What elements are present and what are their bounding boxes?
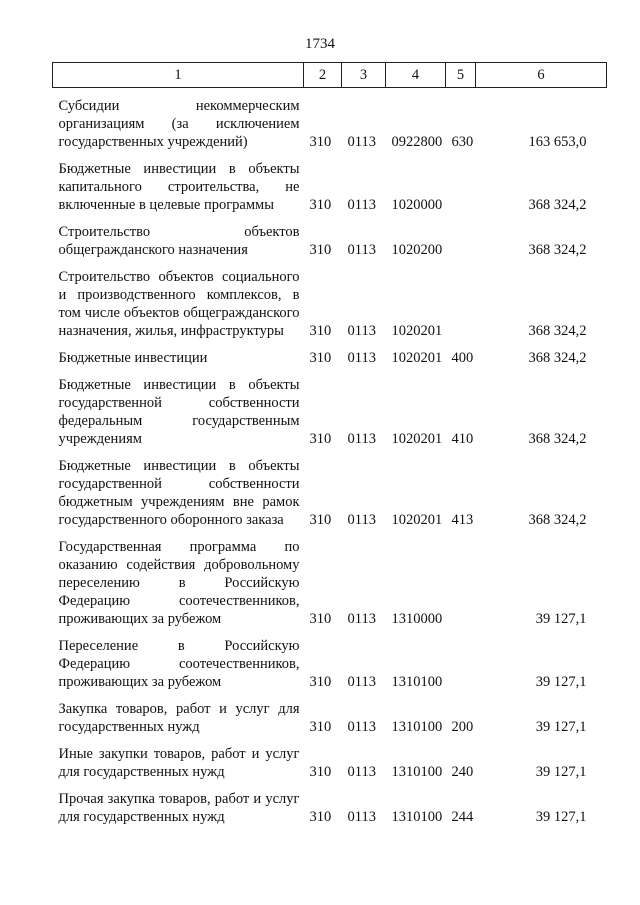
row-target-code: 1310100 — [391, 809, 443, 825]
row-expense-type — [446, 637, 476, 691]
row-section-code: 0113 — [347, 431, 376, 447]
row-target-code: 1020201 — [391, 350, 443, 366]
row-expense-type — [446, 268, 476, 340]
table-row — [53, 223, 607, 259]
row-amount: 368 324,2 — [528, 350, 587, 366]
row-name: Бюджетные инвестиции в объекты капитального строительства, не включенные в целевые программы — [58, 161, 300, 213]
row-target-code: 1310100 — [391, 674, 443, 690]
row-spacer — [53, 736, 607, 745]
table-body — [53, 88, 607, 827]
row-name: Субсидии некоммерческим организациям (за исключением государственных учреждений) — [58, 98, 300, 150]
row-ministry-code: 310 — [309, 242, 332, 258]
row-section-code: 0113 — [347, 323, 376, 339]
table-row — [53, 790, 607, 826]
row-target-code: 1310000 — [391, 611, 443, 627]
row-section-code: 0113 — [347, 809, 376, 825]
row-target-code: 1020200 — [391, 242, 443, 258]
row-amount: 39 127,1 — [535, 611, 587, 627]
row-spacer — [53, 691, 607, 700]
row-target-code: 1020000 — [391, 197, 443, 213]
row-expense-type: 240 — [451, 764, 474, 780]
row-section-code: 0113 — [347, 197, 376, 213]
row-expense-type: 400 — [451, 350, 474, 366]
row-spacer — [53, 781, 607, 790]
row-spacer — [53, 88, 607, 98]
row-expense-type: 200 — [451, 719, 474, 735]
table-row — [53, 97, 607, 151]
row-name: Государственная программа по оказанию содействия добровольному переселению в Российскую Федерацию соотечественников, проживающих за рубежом — [58, 539, 300, 627]
row-ministry-code: 310 — [309, 431, 332, 447]
row-section-code: 0113 — [347, 764, 376, 780]
row-section-code: 0113 — [347, 512, 376, 528]
row-section-code: 0113 — [347, 719, 376, 735]
row-target-code: 1020201 — [391, 323, 443, 339]
row-amount: 39 127,1 — [535, 674, 587, 690]
row-ministry-code: 310 — [309, 323, 332, 339]
table-row — [53, 457, 607, 529]
row-name: Закупка товаров, работ и услуг для государственных нужд — [58, 701, 300, 735]
row-expense-type: 410 — [451, 431, 474, 447]
row-spacer — [53, 448, 607, 457]
row-ministry-code: 310 — [309, 350, 332, 366]
row-ministry-code: 310 — [309, 197, 332, 213]
row-name: Бюджетные инвестиции в объекты государственной собственности бюджетным учреждениям вне рамок государственного оборонного заказа — [58, 458, 300, 528]
row-ministry-code: 310 — [309, 611, 332, 627]
row-section-code: 0113 — [347, 242, 376, 258]
row-spacer — [53, 340, 607, 349]
row-name: Строительство объектов общегражданского назначения — [58, 224, 300, 258]
row-section-code: 0113 — [347, 350, 376, 366]
row-ministry-code: 310 — [309, 134, 332, 150]
row-section-code: 0113 — [347, 674, 376, 690]
row-ministry-code: 310 — [309, 674, 332, 690]
row-ministry-code: 310 — [309, 809, 332, 825]
table-row — [53, 160, 607, 214]
row-section-code: 0113 — [347, 134, 376, 150]
row-amount: 39 127,1 — [535, 719, 587, 735]
header-row — [53, 63, 607, 88]
row-ministry-code: 310 — [309, 764, 332, 780]
row-expense-type — [446, 538, 476, 628]
budget-table — [52, 62, 607, 826]
row-target-code: 1310100 — [391, 764, 443, 780]
row-name: Иные закупки товаров, работ и услуг для государственных нужд — [58, 746, 300, 780]
table-row — [53, 700, 607, 736]
table-row — [53, 637, 607, 691]
row-amount: 368 324,2 — [528, 323, 587, 339]
table-row — [53, 745, 607, 781]
row-expense-type — [446, 223, 476, 259]
row-name: Бюджетные инвестиции — [58, 350, 208, 366]
header-col-5: 5 — [446, 63, 476, 88]
row-amount: 368 324,2 — [528, 512, 587, 528]
header-col-4: 4 — [386, 63, 446, 88]
header-col-2: 2 — [304, 63, 342, 88]
row-name: Бюджетные инвестиции в объекты государственной собственности федеральным государственным учреждениям — [58, 377, 300, 447]
row-name: Прочая закупка товаров, работ и услуг для государственных нужд — [58, 791, 300, 825]
row-expense-type: 413 — [451, 512, 474, 528]
row-spacer — [53, 151, 607, 160]
row-amount: 163 653,0 — [528, 134, 587, 150]
header-col-3: 3 — [342, 63, 386, 88]
row-target-code: 0922800 — [391, 134, 443, 150]
header-col-1: 1 — [53, 63, 304, 88]
row-amount: 368 324,2 — [528, 242, 587, 258]
row-target-code: 1310100 — [391, 719, 443, 735]
row-name: Переселение в Российскую Федерацию соотечественников, проживающих за рубежом — [58, 638, 300, 690]
row-ministry-code: 310 — [309, 719, 332, 735]
page-number: 1734 — [305, 36, 335, 52]
row-amount: 368 324,2 — [528, 431, 587, 447]
header-col-6: 6 — [476, 63, 607, 88]
row-spacer — [53, 628, 607, 637]
row-target-code: 1020201 — [391, 431, 443, 447]
row-target-code: 1020201 — [391, 512, 443, 528]
table-row — [53, 268, 607, 340]
row-expense-type: 630 — [451, 134, 474, 150]
row-amount: 39 127,1 — [535, 809, 587, 825]
row-expense-type — [446, 160, 476, 214]
row-amount: 39 127,1 — [535, 764, 587, 780]
row-spacer — [53, 214, 607, 223]
row-section-code: 0113 — [347, 611, 376, 627]
table-row — [53, 349, 607, 367]
row-expense-type: 244 — [451, 809, 474, 825]
table-row — [53, 538, 607, 628]
row-spacer — [53, 529, 607, 538]
row-name: Строительство объектов социального и производственного комплексов, в том числе объектов общегражданского назначения, жилья, инфраструктуры — [58, 269, 300, 339]
row-spacer — [53, 367, 607, 376]
table-row — [53, 376, 607, 448]
row-spacer — [53, 259, 607, 268]
row-ministry-code: 310 — [309, 512, 332, 528]
row-amount: 368 324,2 — [528, 197, 587, 213]
